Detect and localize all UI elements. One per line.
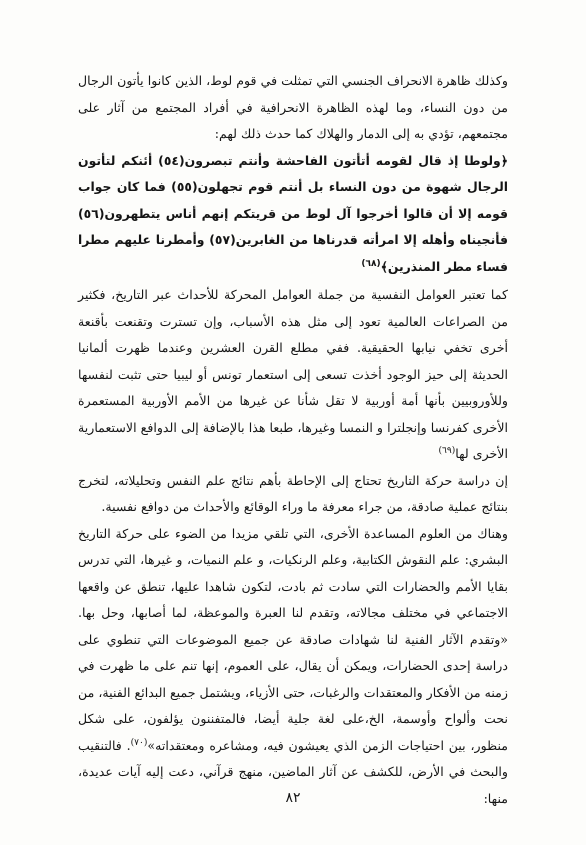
paragraph-lot-intro [78, 68, 508, 148]
footnote-ref: (٧٠) [130, 737, 148, 748]
paragraph-auxiliary-sciences [78, 521, 508, 813]
paragraph-history-study [78, 468, 508, 521]
quran-text: ﴿ولوطا إذ قال لقومه أتأتون الفاحشة وأنتم تبصرون(٥٤) أئنكم لتأتون الرجال شهوة من دون النساء بل أنتم قوم تجهلون(٥٥) فما كان جواب قومه إلا أن قالوا أخرجوا آل لوط من قريتكم إنهم أناس يتطهرون(٥٦) فأنجيناه وأهله إلا امرأته قدرناها من الغابرين(٥٧) وأمطرنا عليهم مطرا فساء مطر المنذرين﴾ [78, 152, 509, 274]
paragraph-text: كما تعتبر العوامل النفسية من جملة العوامل المحركة للأحداث عبر التاريخ، فكثير من الصراعات العالمية تعود إلى مثل هذه الأسباب، وإن تسترت وتقنعت بأقنعة أخرى تخفي نيابها الحقيقية. ففي مطلع القرن العشرين وعندما ظهرت ألمانيا الحديثة إلى حيز الوجود أخذت تسعى إلى استعمار تونس أو ليبيا حتى تثبت لنفسها وللأوروبيين بأنها أمة أوربية لا تقل شأنا عن غيرها من الأمم الأوربية المستعمرة الأخرى كفرنسا وإنجلترا و النمسا وغيرها، طبعا هذا بالإضافة إلى الدوافع الاستعمارية الأخرى لها [78, 287, 508, 461]
footnote-ref: (٦٩) [438, 445, 456, 456]
paragraph-text: إن دراسة حركة التاريخ تحتاج إلى الإحاطة بأهم نتائج علم النفس وتحليلاته، لتخرج بنتائج عملية صادقة، من جراء معرفة ما وراء الوقائع والأحداث من دوافع نفسية. [78, 472, 508, 514]
body-text [78, 68, 508, 812]
paragraph-text: وكذلك ظاهرة الانحراف الجنسي التي تمثلت في قوم لوط، الذين كانوا يأتون الرجال من دون النساء، وما لهذه الظاهرة الانحرافية في أفراد المجتمع من آثار على مجتمعهم، تؤدي به إلى الدمار والهلاك كما حدث ذلك لهم: [78, 73, 508, 141]
page-number: ٨٢ [285, 790, 301, 806]
footnote-ref: (٦٨) [361, 258, 381, 269]
paragraph-text: وهناك من العلوم المساعدة الأخرى، التي تلقي مزيدا من الضوء على حركة التاريخ البشري: علم النقوش الكتابية، وعلم الرنكيات، و علم النميات، و غيرها، التي تدرس بقايا الأمم والحضارات التي سادت ثم بادت، لتكون شاهدا عليها، تنطق عن واقعها الاجتماعي في مختلف مجالاته، وتقدم لنا العبرة والموعظة، لما أصابها، وحل بها. «وتقدم الآثار الفنية لنا شهادات صادقة عن جميع الموضوعات التي تنطوي على دراسة إحدى الحضارات، ويمكن أن يقال، على العموم، إنها تنم على ما ظهرت في زمنه من الأفكار والمعتقدات والرغبات، حتى الأزياء، ويشتمل جميع البدائع الفنية، من نحت وألواح وأوسمة، الخ،على لغة جلية أيضا، فالمتفننون يؤلفون، على شكل منظور، بين احتياجات الزمن الذي يعيشون فيه، ومشاعره ومعتقداته» [78, 525, 508, 753]
paragraph-text-continued: . فالتنقيب والبحث في الأرض، للكشف عن آثار الماضين، منهج قرآني، دعت إليه آيات عديدة، منها: [78, 737, 508, 806]
quran-verse [78, 148, 508, 281]
paragraph-psychological-factors [78, 282, 508, 468]
